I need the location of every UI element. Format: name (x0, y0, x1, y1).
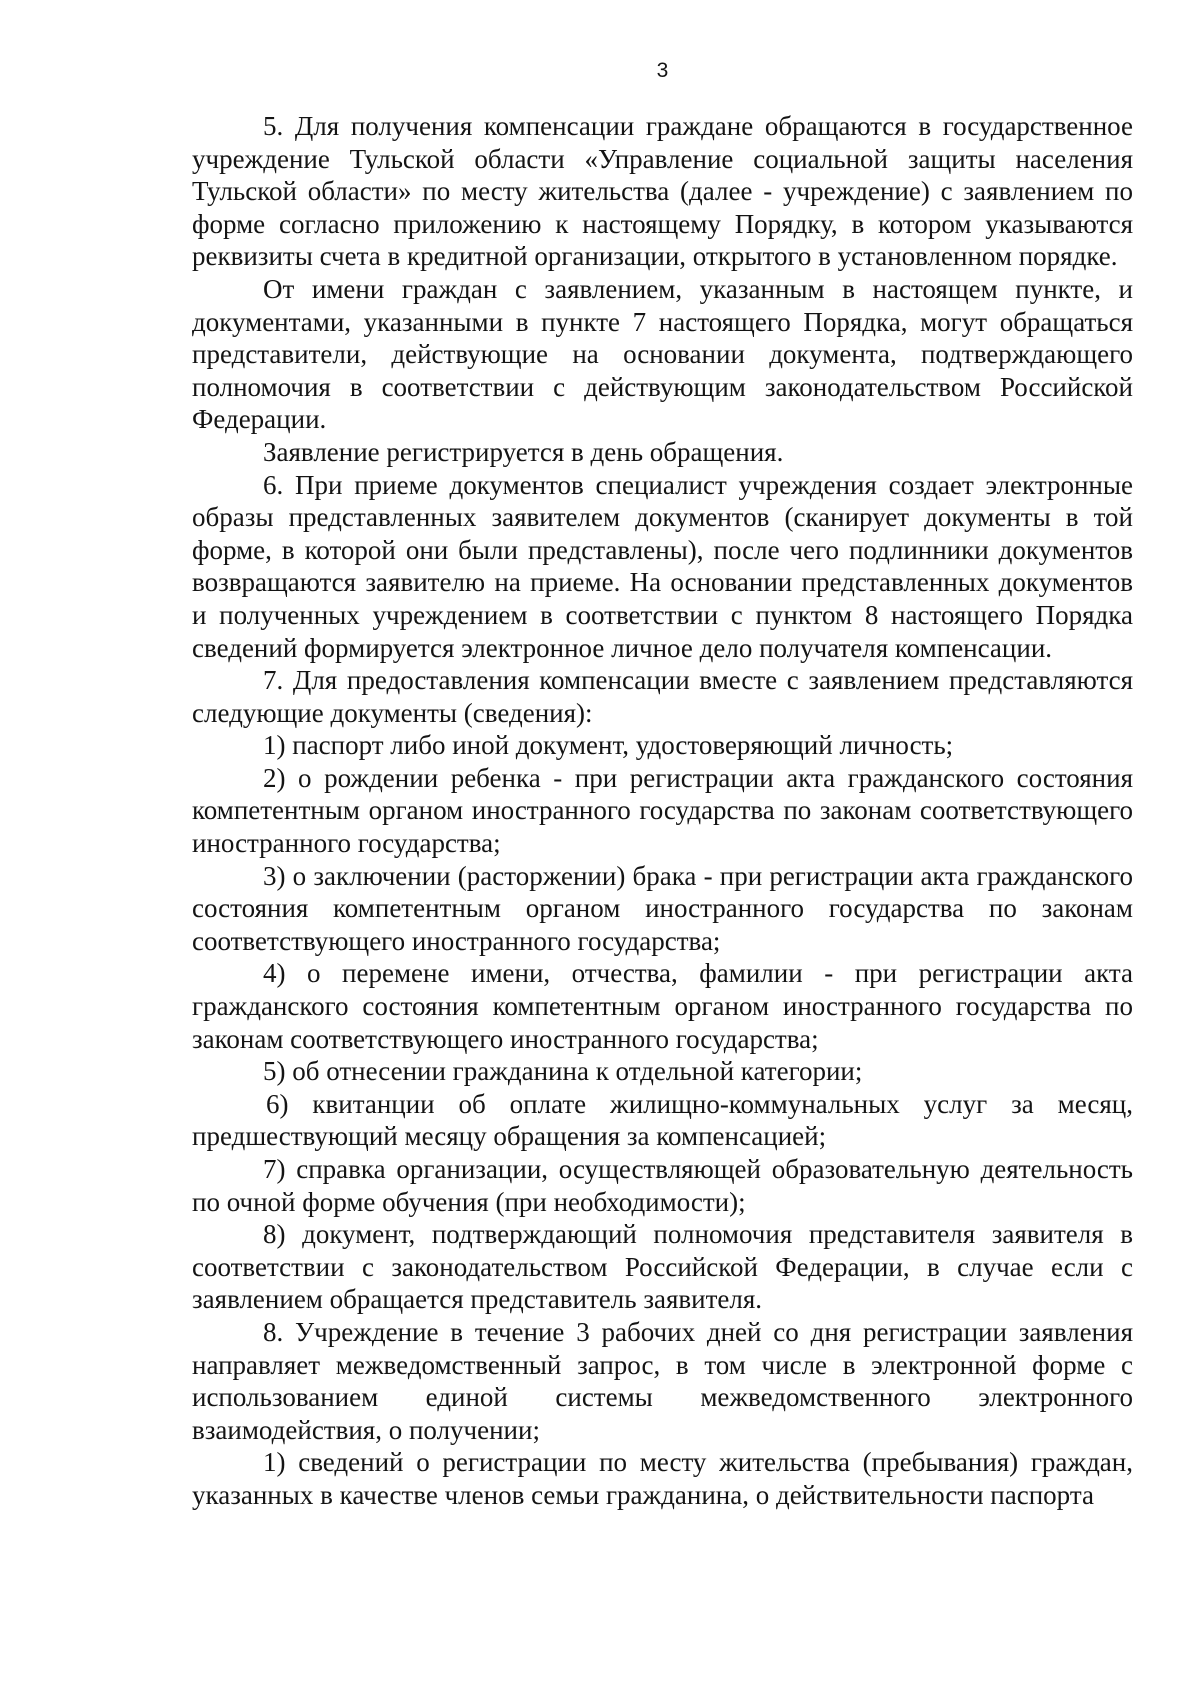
list-item-6: 6) квитанции об оплате жилищно-коммунальных услуг за месяц, предшествующий месяцу обращения за компенсацией; (192, 1088, 1133, 1152)
list-item-2: 2) о рождении ребенка - при регистрации акта гражданского состояния компетентным органом иностранного государства по законам соответствующего иностранного государства; (192, 762, 1133, 859)
page-number: 3 (656, 59, 669, 82)
list-item-5: 5) об отнесении гражданина к отдельной категории; (263, 1056, 863, 1087)
list-item-1: 1) паспорт либо иной документ, удостоверяющий личность; (263, 730, 954, 761)
paragraph-6: 6. При приеме документов специалист учреждения создает электронные образы представленных заявителем документов (сканирует документы в той форме, в которой они были представлены), после чего подлинники документов возвращаются заявителю на приеме. На основании представленных документов и полученных учреждением в соответствии с пунктом 8 настоящего Порядка сведений формируется электронное личное дело получателя компенсации. (192, 469, 1133, 663)
paragraph-representatives: От имени граждан с заявлением, указанным в настоящем пункте, и документами, указанными в пункте 7 настоящего Порядка, могут обращаться представители, действующие на основании документа, подтверждающего полномочия в соответствии с действующим законодательством Российской Федерации. (192, 273, 1133, 435)
document-body (192, 110, 1133, 1512)
list-item-3: 3) о заключении (расторжении) брака - при регистрации акта гражданского состояния компетентным органом иностранного государства по законам соответствующего иностранного государства; (192, 860, 1133, 956)
paragraph-8: 8. Учреждение в течение 3 рабочих дней со дня регистрации заявления направляет межведомственный запрос, в том числе в электронной форме с использованием единой системы межведомственного электронного взаимодействия, о получении; (192, 1316, 1133, 1445)
paragraph-7: 7. Для предоставления компенсации вместе с заявлением представляются следующие документы (сведения): (192, 665, 1133, 728)
paragraph-registration: Заявление регистрируется в день обращения. (263, 436, 784, 467)
paragraph-8-item-1: 1) сведений о регистрации по месту жительства (пребывания) граждан, указанных в качестве членов семьи гражданина, о действительности паспорта (192, 1447, 1133, 1510)
paragraph-5: 5. Для получения компенсации граждане обращаются в государственное учреждение Тульской области «Управление социальной защиты населения Тульской области» по месту жительства (далее - учреждение) с заявлением по форме согласно приложению к настоящему Порядку, в котором указываются реквизиты счета в кредитной организации, открытого в установленном порядке. (192, 111, 1133, 272)
list-item-8: 8) документ, подтверждающий полномочия представителя заявителя в соответствии с законодательством Российской Федерации, в случае если с заявлением обращается представитель заявителя. (192, 1219, 1133, 1315)
list-item-4: 4) о перемене имени, отчества, фамилии - при регистрации акта гражданского состояния компетентным органом иностранного государства по законам соответствующего иностранного государства; (192, 958, 1133, 1054)
list-item-7: 7) справка организации, осуществляющей образовательную деятельность по очной форме обучения (при необходимости); (192, 1154, 1133, 1217)
